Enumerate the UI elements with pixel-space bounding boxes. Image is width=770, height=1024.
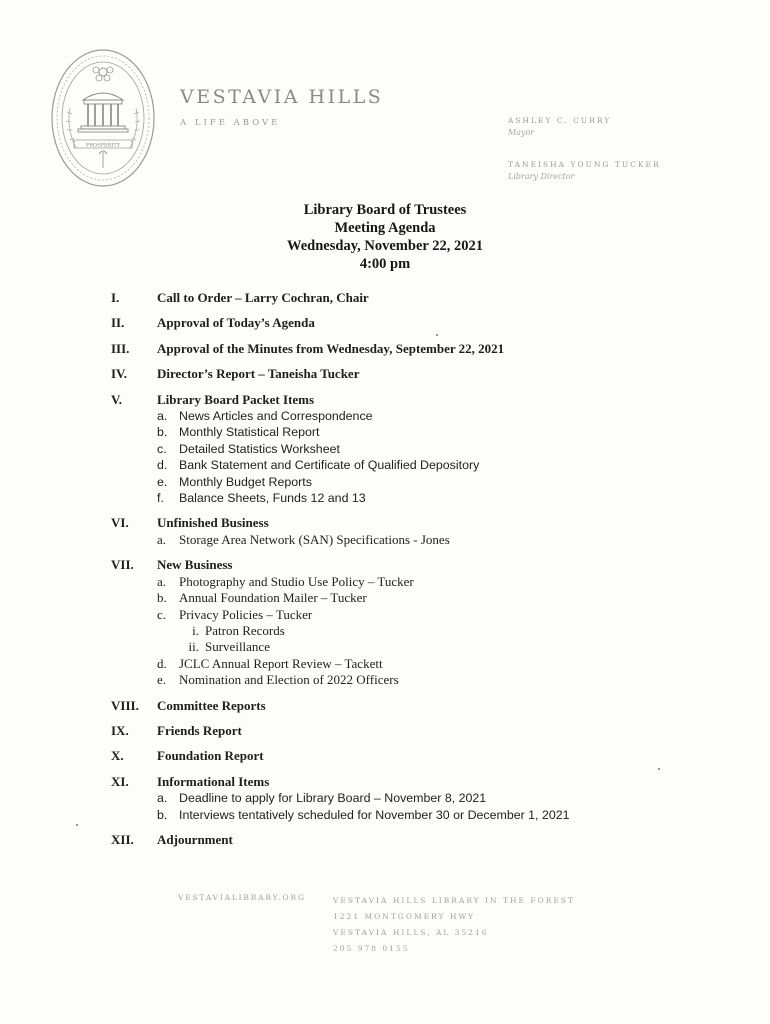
sub-text: Annual Foundation Mailer – Tucker [179,590,367,606]
heading-type: Meeting Agenda [334,220,436,236]
scan-speck [436,334,438,336]
sub-letter: a. [157,791,168,806]
sub-text: Detailed Statistics Worksheet [179,441,340,456]
item-title: Adjournment [157,831,233,847]
sub-text: News Articles and Correspondence [179,409,373,424]
heading-date: Wednesday, November 22, 2021 [287,238,483,254]
sub-letter: b. [157,425,168,440]
sub-item [157,441,671,457]
sub-item [157,807,671,823]
sub-text: Privacy Policies – Tucker [179,606,313,622]
item-title: Unfinished Business [157,515,269,531]
item-title: Informational Items [157,773,270,789]
sub-item [157,532,671,548]
sub-letter: f. [157,491,164,506]
sub-item [157,424,671,440]
sub-text: Surveillance [205,639,270,655]
sub-item [157,574,671,590]
item-title: Library Board Packet Items [157,391,315,407]
heading-time: 4:00 pm [359,256,411,272]
agenda-item [111,315,671,331]
sub-letter: d. [157,655,167,671]
sub-text: Photography and Studio Use Policy – Tucker [179,573,414,589]
item-numeral: IX. [111,722,129,738]
sub-sub-item [157,639,671,655]
item-title: Friends Report [157,722,242,738]
agenda-list [111,290,671,848]
sub-item [157,457,671,473]
sub-text: Bank Statement and Certificate of Qualified Depository [179,458,480,473]
city-tagline: A LIFE ABOVE [180,118,281,128]
website-text: VESTAVIALIBRARY.ORG [178,893,306,902]
sub-letter: b. [157,590,167,606]
item-numeral: VII. [111,557,134,573]
sub-text: Monthly Budget Reports [179,474,312,489]
sub-list [157,532,671,548]
item-title: Approval of the Minutes from Wednesday, September 22, 2021 [157,340,505,356]
address-line: 1221 MONTGOMERY HWY [333,912,476,921]
item-numeral: V. [111,391,122,407]
agenda-item [111,557,671,688]
sub-text: Patron Records [205,622,285,638]
mayor-name: ASHLEY C. CURRY [508,116,612,125]
item-numeral: VI. [111,515,129,531]
item-numeral: XI. [111,773,129,789]
sub-list [157,790,671,823]
address-block [333,893,593,957]
item-title: Approval of Today’s Agenda [157,315,315,331]
address-line: VESTAVIA HILLS LIBRARY IN THE FOREST [333,896,576,905]
item-numeral: X. [111,748,124,764]
item-title: Foundation Report [157,748,264,764]
agenda-heading [0,201,770,273]
item-numeral: II. [111,315,125,331]
sub-letter: e. [157,672,167,688]
sub-letter: e. [157,474,168,489]
item-title: Committee Reports [157,697,266,713]
sub-letter: a. [157,409,168,424]
director-name: TANEISHA YOUNG TUCKER [508,160,661,169]
item-numeral: I. [111,290,120,305]
sub-text: Storage Area Network (SAN) Specifications - Jones [179,531,450,547]
city-name: VESTAVIA HILLS [180,86,384,108]
sub-list [157,574,671,689]
item-title: New Business [157,557,233,573]
sub-text: Deadline to apply for Library Board – November 8, 2021 [179,791,487,806]
sub-text: Interviews tentatively scheduled for November 30 or December 1, 2021 [179,807,570,822]
address-line: VESTAVIA HILLS, AL 35216 [333,928,489,937]
agenda-item [111,774,671,823]
scan-speck [658,768,660,770]
sub-letter: c. [157,441,167,456]
officials-block [508,116,661,204]
sub-letter: i. [192,622,199,638]
agenda-item [111,515,671,548]
sub-text: Nomination and Election of 2022 Officers [179,672,399,688]
agenda-item [111,832,671,848]
sub-text: Monthly Statistical Report [179,425,320,440]
sub-item [157,656,671,672]
sub-item [157,590,671,606]
sub-text: JCLC Annual Report Review – Tackett [179,655,383,671]
sub-letter: a. [157,531,167,547]
address-line: 205 978 0155 [333,944,410,953]
sub-item [157,490,671,506]
agenda-item [111,341,671,357]
item-title: Director’s Report – Taneisha Tucker [157,366,360,382]
sub-text: Balance Sheets, Funds 12 and 13 [179,491,366,506]
svg-text:PROSPERITY: PROSPERITY [85,142,121,149]
agenda-item [111,748,671,764]
letterhead-brand [180,86,383,128]
heading-board: Library Board of Trustees [303,202,467,218]
sub-letter: d. [157,458,168,473]
sub-item [157,672,671,688]
item-title: Call to Order – Larry Cochran, Chair [157,290,369,305]
agenda-item [111,698,671,714]
sub-sub-item [157,623,671,639]
item-numeral: XII. [111,831,134,847]
sub-item [157,408,671,424]
agenda-item [111,392,671,507]
sub-letter: ii. [188,639,199,655]
sub-list [157,408,671,506]
agenda-item [111,366,671,382]
item-numeral: III. [111,340,130,356]
item-numeral: VIII. [111,697,139,713]
sub-letter: c. [157,606,167,622]
director-role: Library Director [508,172,575,181]
scan-speck [76,824,78,826]
sub-item [157,790,671,806]
mayor-role: Mayor [508,128,535,137]
agenda-item [111,290,671,306]
item-numeral: IV. [111,366,128,382]
sub-item [157,607,671,623]
sub-letter: a. [157,573,167,589]
sub-item [157,474,671,490]
agenda-item [111,723,671,739]
city-seal-logo [50,48,156,188]
sub-letter: b. [157,807,168,822]
